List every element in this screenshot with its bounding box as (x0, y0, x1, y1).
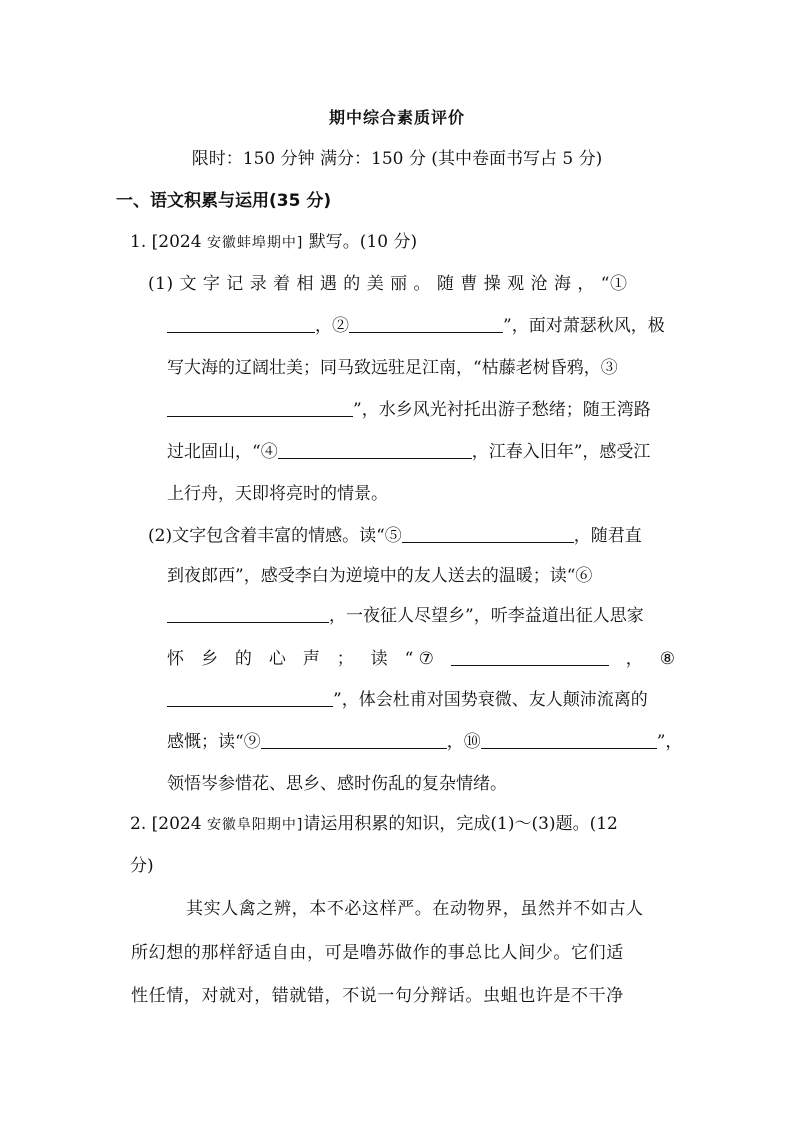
answer-blank-3[interactable] (167, 398, 353, 417)
answer-blank-5[interactable] (402, 524, 574, 543)
passage-line-1: 其实人禽之辨，本不必这样严。在动物界，虽然并不如古人 (186, 899, 644, 919)
question-prompt: 默写。(10 分) (308, 232, 418, 252)
part-2-line-3: ，一夜征人尽望乡”，听李益道出征人思家 (167, 604, 644, 628)
part-1-line-5: 过北固山，“④ ，江春入旧年”，感受江 (167, 442, 651, 462)
page-title: 期中综合素质评价 (328, 108, 465, 127)
answer-blank-7[interactable] (451, 647, 609, 666)
part-2-line-2: 到夜郎西”，感受李白为逆境中的友人送去的温暖；读“⑥ (167, 566, 593, 586)
part-2-line-7: 领悟岑参惜花、思乡、感时伤乱的复杂情绪。 (167, 774, 507, 794)
passage-line-2: 所幻想的那样舒适自由，可是噜苏做作的事总比人间少。它们适 (131, 943, 624, 963)
question-number: 1. [2024 (130, 232, 202, 252)
part-2-line-6: 感慨；读“⑨ ，⑩ ”， (167, 732, 683, 752)
part-2-line-4: 怀 乡 的 心 声 ； 读 “ ⑦ ， ⑧ (167, 649, 675, 669)
answer-blank-9[interactable] (261, 730, 447, 749)
part-1-line-6: 上行舟，天即将亮时的情景。 (167, 484, 388, 504)
section-heading: 一、语文积累与运用(35 分) (116, 191, 332, 211)
part-1-line-4: ”，水乡风光衬托出游子愁绪；随王湾路 (167, 398, 651, 422)
answer-blank-8[interactable] (167, 688, 333, 707)
question-source: 安徽蚌埠期中] (206, 235, 304, 251)
part-2-line-1: (2)文字包含着丰富的情感。读“⑤ ，随君直 (148, 526, 642, 546)
part-1-line-3: 写大海的辽阔壮美；同马致远驻足江南，“枯藤老树昏鸦，③ (167, 358, 618, 378)
answer-blank-6[interactable] (167, 604, 329, 623)
answer-blank-2[interactable] (349, 314, 503, 333)
part-1-line-2: ，② ”，面对萧瑟秋风，极 (167, 314, 665, 338)
question-source: 安徽阜阳期中] (206, 817, 304, 833)
passage-line-3: 性任情，对就对，错就错，不说一句分辩话。虫蛆也许是不干净 (131, 986, 624, 1006)
exam-info: 限时：150 分钟 满分：150 分 (其中卷面书写占 5 分) (191, 149, 603, 169)
question-2-header (130, 812, 618, 837)
answer-blank-10[interactable] (481, 730, 657, 749)
question-number: 2. [2024 (130, 814, 202, 834)
question-1-header (130, 230, 417, 255)
answer-blank-1[interactable] (167, 314, 315, 333)
question-2-points: 分) (130, 856, 154, 876)
answer-blank-4[interactable] (278, 440, 472, 459)
question-prompt: 请运用积累的知识，完成(1)～(3)题。(12 (303, 814, 618, 834)
part-1-line-1: (1) 文 字 记 录 着 相 遇 的 美 丽 。 随 曹 操 观 沧 海 ， “① (148, 274, 628, 294)
part-2-line-5: ”，体会杜甫对国势衰微、友人颠沛流离的 (167, 688, 648, 712)
